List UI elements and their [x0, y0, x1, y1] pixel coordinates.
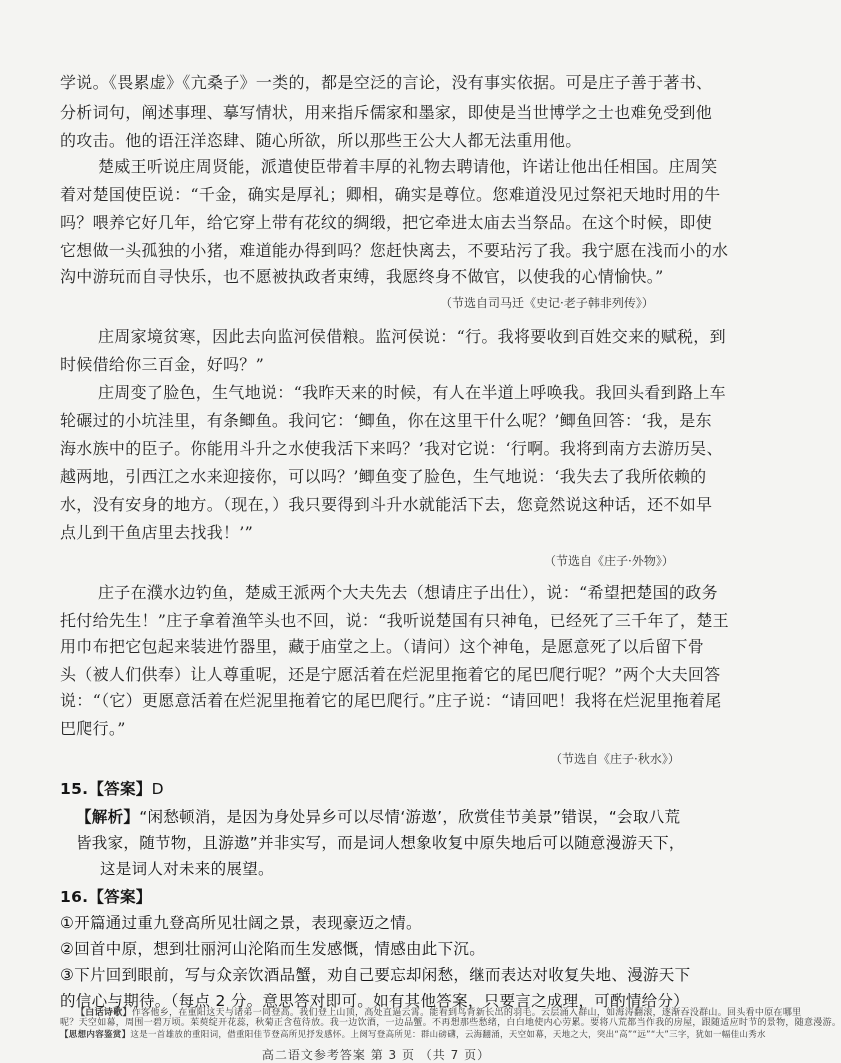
source-citation: （节选自司马迁《史记·老子韩非列传》）: [440, 296, 654, 310]
story-line: 时候借给你三百金，好吗？”: [60, 355, 265, 374]
q16-label: 16.【答案】: [60, 888, 152, 906]
story-line: 越两地，引西江之水来迎接你，可以吗？’鲫鱼变了脸色，生气地说：‘我失去了我所依赖的: [60, 467, 707, 486]
story-line: 庄周家境贫寒，因此去向监河侯借粮。监河侯说：“行。我将要收到百姓交来的赋税，到: [98, 327, 726, 346]
source-citation: （节选自《庄子·秋水》）: [550, 752, 680, 766]
q15-analysis-line: 【解析】“闲愁顿消，是因为身处异乡可以尽情‘游遨’，欣赏佳节美景”错误，“会取八荒: [76, 808, 681, 826]
story-line: 庄子在濮水边钓鱼，楚威王派两个大夫先去（想请庄子出仕），说：“希望把楚国的政务: [98, 583, 718, 602]
story-line: 用巾布把它包起来装进竹器里，藏于庙堂之上。（请问）这个神龟，是愿意死了以后留下骨: [60, 637, 705, 656]
story-line: 学说。《畏累虚》《亢桑子》一类的，都是空泛的言论，没有事实依据。可是庄子善于著书、: [60, 73, 713, 92]
q15-answer-value: D: [151, 780, 164, 798]
q16-translation-line: 呢？天空如幕，周围一碧万顷。茱萸绽开花蕊，秋菊正含苞待放。我一边饮酒，一边品蟹。不再想那些愁绪，白白地使内心劳累。要将八荒都当作我的房屋，跟随适应时节的景物，随意漫游。: [60, 1018, 841, 1028]
q16-point: ③下片回到眼前，写与众亲饮酒品蟹，劝自己要忘却闲愁，继而表达对收复失地、漫游天下: [60, 966, 691, 984]
story-line: 点儿到干鱼店里去找我！’”: [60, 523, 254, 542]
q15-answer: [60, 778, 164, 800]
q15-analysis-line: 这是词人对未来的展望。: [100, 860, 274, 878]
story-line: 沟中游玩而自寻快乐，也不愿被执政者束缚，我愿终身不做官，以使我的心情愉快。”: [60, 267, 664, 286]
story-line: 巴爬行。”: [60, 719, 126, 738]
q15-analysis-label: 【解析】: [76, 808, 140, 826]
story-line: 托付给先生！”庄子拿着渔竿头也不回，说：“我听说楚国有只神龟，已经死了三千年了，楚王: [60, 611, 729, 630]
story-line: 吗？喂养它好几年，给它穿上带有花纹的绸缎，把它牵进太庙去当祭品。在这个时候，即使: [60, 213, 713, 232]
story-line: 分析词句，阐述事理、摹写情状，用来指斥儒家和墨家，即使是当世博学之士也难免受到他: [60, 103, 713, 122]
story-line: 轮碾过的小坑洼里，有条鲫鱼。我问它：‘鲫鱼，你在这里干什么呢？’鲫鱼回答：‘我，是东: [60, 411, 712, 430]
page-footer: 高二语文参考答案 第 3 页 （共 7 页）: [261, 1048, 491, 1062]
q16-point: ②回首中原，想到壮丽河山沦陷而生发感慨，情感由此下沉。: [60, 940, 485, 958]
q15-label: 15.【答案】: [60, 780, 152, 798]
story-line: 海水族中的臣子。你能用斗升之水使我活下来吗？’我对它说：‘行啊。我将到南方去游历吴、: [60, 439, 723, 458]
source-citation: （节选自《庄子·外物》）: [544, 554, 674, 568]
story-line: 水，没有安身的地方。（现在，）我只要得到斗升水就能活下去，您竟然说这种话，还不如早: [60, 495, 713, 514]
q16-appreciation-line: 【思想内容鉴赏】这是一首雄放的重阳词，借重阳佳节登高所见抒发感怀。上阕写登高所见：群山磅礴，云海翻涌，天空如幕，天地之大，突出“高”“远”“大”三字，犹如一幅佳山秀水: [60, 1030, 766, 1040]
story-line: 说：“（它）更愿意活着在烂泥里拖着它的尾巴爬行。”庄子说：“请回吧！我将在烂泥里拖着尾: [60, 691, 722, 710]
q15-analysis-line: 皆我家，随节物，且游遨”并非实写，而是词人想象收复中原失地后可以随意漫游天下，: [76, 834, 685, 852]
q16-point: ①开篇通过重九登高所见壮阔之景，表现豪迈之情。: [60, 914, 422, 932]
q16-point: 的信心与期待。（每点 2 分。意思答对即可。如有其他答案，只要言之成理，可酌情给分）: [60, 992, 690, 1010]
story-line: 着对楚国使臣说：“千金，确实是厚礼；卿相，确实是尊位。您难道没见过祭祀天地时用的牛: [60, 185, 721, 204]
story-line: 它想做一头孤独的小猪，难道能办得到吗？您赶快离去，不要玷污了我。我宁愿在浅而小的水: [60, 241, 729, 260]
story-line: 的攻击。他的语汪洋恣肆、随心所欲，所以那些王公大人都无法重用他。: [60, 131, 582, 150]
story-line: 楚威王听说庄周贤能，派遣使臣带着丰厚的礼物去聘请他，许诺让他出任相国。庄周笑: [98, 157, 718, 176]
story-line: 庄周变了脸色，生气地说：“我昨天来的时候，有人在半道上呼唤我。我回头看到路上车: [98, 383, 726, 402]
q16-translation-line: 【白话诗歌】作客他乡，在重阳这天与诸弟一同登高。我们登上山顶，高处直逼云霄。能看到鸟背新长出的羽毛。云层涌入群山，如海涛翻滚，逐渐吞没群山。回头看中原在哪里: [76, 1008, 802, 1018]
story-line: 头（被人们供奉）让人尊重呢，还是宁愿活着在烂泥里拖着它的尾巴爬行呢？”两个大夫回答: [60, 665, 721, 684]
